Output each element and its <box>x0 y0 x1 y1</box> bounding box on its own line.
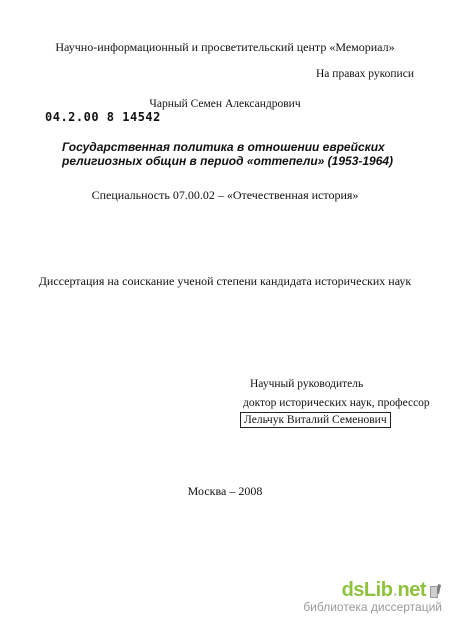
author-name: Чарный Семен Александрович <box>149 98 301 110</box>
institution-heading: Научно-информационный и просветительский центр «Мемориал» <box>55 40 395 54</box>
watermark-logo <box>303 579 442 602</box>
dslib-watermark <box>303 579 442 614</box>
specialty-line: Специальность 07.00.02 – «Отечественная история» <box>91 188 359 202</box>
title-line-1: Государственная политика в отношении еврейских <box>62 140 385 154</box>
degree-line: Диссертация на соискание ученой степени кандидата исторических наук <box>38 274 412 288</box>
watermark-subtitle: библиотека диссертаций <box>303 600 442 614</box>
city-year: Москва – 2008 <box>187 484 263 498</box>
title-line-2: религиозных общин в период «оттепели» (1953-1964) <box>62 154 394 168</box>
advisor-name: Лельчук Виталий Семенович <box>240 412 391 428</box>
library-code: 04.2.00 8 14542 <box>45 110 161 124</box>
watermark-brand: dsLib.net <box>341 579 426 601</box>
book-pen-icon <box>429 583 442 599</box>
rights-note: На правах рукописи <box>316 68 414 80</box>
dissertation-title <box>62 140 392 168</box>
advisor-title: доктор исторических наук, профессор <box>243 397 430 409</box>
advisor-label: Научный руководитель <box>250 378 364 390</box>
